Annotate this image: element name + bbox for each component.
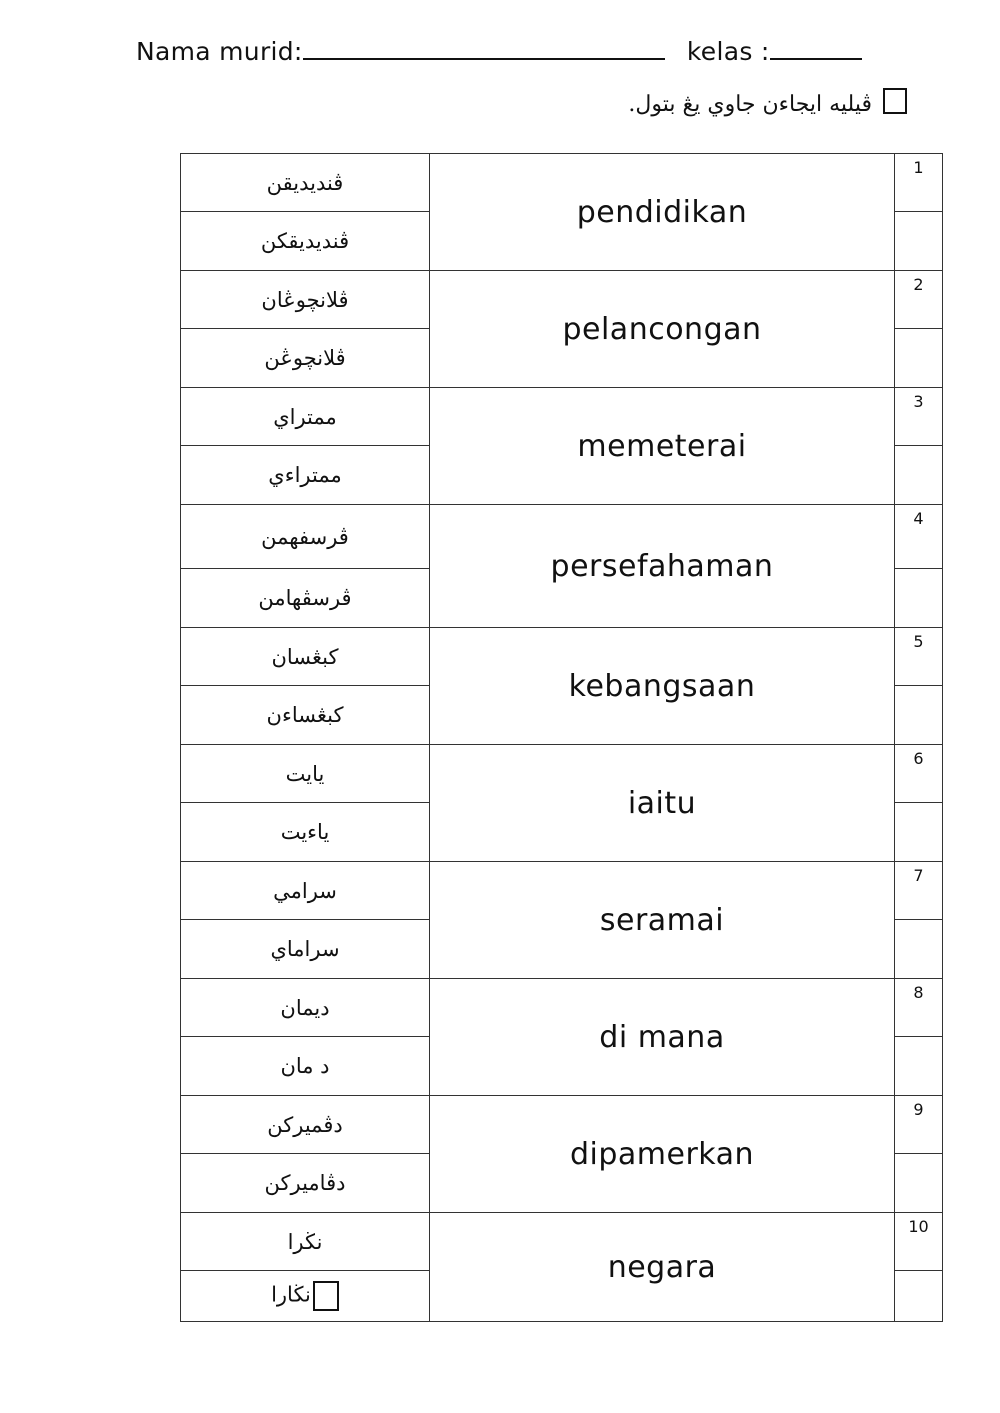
question-number-cell [895,1213,943,1271]
rumi-word-cell [430,628,895,745]
question-number: 5 [913,632,924,651]
rumi-word: pendidikan [576,194,748,230]
option-a-cell[interactable] [181,271,430,329]
option-b-cell[interactable] [181,1271,430,1322]
option-b-text: ياءيت [280,820,330,844]
option-b-text: سراماي [270,937,340,961]
rumi-word: pelancongan [562,311,762,347]
rumi-word: dipamerkan [569,1136,755,1172]
option-a-text: دڤميركن [267,1112,343,1137]
rumi-word-cell [430,1096,895,1213]
option-a-cell[interactable] [181,1213,430,1271]
option-a-text: ممتراي [273,404,337,429]
option-b-cell[interactable] [181,569,430,628]
rumi-word: iaitu [627,785,697,821]
rumi-word-cell [430,1213,895,1322]
option-b-cell[interactable] [181,920,430,979]
question-number: 9 [913,1100,924,1119]
question-row-top [181,628,943,686]
option-a-cell[interactable] [181,505,430,569]
answer-cell[interactable] [895,569,943,628]
option-a-text: يايت [285,761,325,786]
question-row-top [181,271,943,329]
question-number: 4 [913,509,924,528]
option-a-text: سرامي [273,878,337,903]
option-a-cell[interactable] [181,1096,430,1154]
rumi-word: seramai [599,902,725,938]
rumi-word: di mana [599,1019,725,1055]
answer-cell[interactable] [895,686,943,745]
option-a-cell[interactable] [181,979,430,1037]
question-number: 3 [913,392,924,411]
question-number: 10 [908,1217,929,1236]
student-info-header [136,36,862,66]
question-number-cell [895,745,943,803]
answer-cell[interactable] [895,446,943,505]
option-a-text: ڤلانچوڠان [261,287,349,312]
spelling-table [180,153,943,1322]
rumi-word: memeterai [577,428,747,464]
rumi-word: persefahaman [550,548,774,584]
question-number-cell [895,154,943,212]
option-b-text: ڤلانچوڠن [264,346,346,370]
name-label: Nama murid: [136,37,303,66]
option-b-cell[interactable] [181,1037,430,1096]
question-row-top [181,1096,943,1154]
question-row-top [181,979,943,1037]
option-a-cell[interactable] [181,745,430,803]
question-row-top [181,154,943,212]
question-number-cell [895,505,943,569]
question-number-cell [895,388,943,446]
answer-cell[interactable] [895,920,943,979]
question-number-cell [895,1096,943,1154]
rumi-word-cell [430,862,895,979]
question-number-cell [895,271,943,329]
option-a-text: كبڠسان [271,644,339,669]
answer-cell[interactable] [895,1037,943,1096]
option-b-cell[interactable] [181,329,430,388]
answer-cell[interactable] [895,1271,943,1322]
question-number-cell [895,862,943,920]
answer-cell[interactable] [895,212,943,271]
option-b-cell[interactable] [181,1154,430,1213]
class-label: kelas : [686,37,770,66]
question-row-top [181,505,943,569]
option-b-text: ڤنديديقكن [260,229,350,253]
option-a-cell[interactable] [181,862,430,920]
option-b-text: د مان [280,1054,330,1078]
question-number: 1 [913,158,924,177]
rumi-word: negara [607,1249,717,1285]
instruction-checkbox [883,88,907,114]
question-number: 8 [913,983,924,1002]
option-b-text: نڬارا [271,1282,311,1307]
question-number-cell [895,979,943,1037]
question-number: 7 [913,866,924,885]
question-row-top [181,388,943,446]
option-b-text: دڤاميركن [264,1171,346,1195]
option-a-text: نڬرا [287,1229,323,1254]
rumi-word: kebangsaan [568,668,756,704]
question-row-top [181,862,943,920]
question-number: 6 [913,749,924,768]
option-a-cell[interactable] [181,388,430,446]
option-a-cell[interactable] [181,628,430,686]
option-b-text: كبڠساءن [266,703,344,727]
rumi-word-cell [430,271,895,388]
name-blank-line[interactable] [303,36,665,60]
class-blank-line[interactable] [770,36,862,60]
rumi-word-cell [430,154,895,271]
option-b-text: ڤرسڤهامن [258,586,352,610]
option-a-text: ديمان [280,995,330,1020]
option-a-text: ڤنديديقن [266,170,344,195]
option-b-cell[interactable] [181,446,430,505]
rumi-word-cell [430,388,895,505]
rumi-word-cell [430,745,895,862]
answer-checkbox [313,1281,339,1311]
option-b-cell[interactable] [181,212,430,271]
question-row-top [181,1213,943,1271]
answer-cell[interactable] [895,803,943,862]
option-b-text: ممتراءي [268,463,342,487]
answer-cell[interactable] [895,1154,943,1213]
rumi-word-cell [430,979,895,1096]
option-a-text: ڤرسفهمن [261,524,349,549]
question-number: 2 [913,275,924,294]
question-number-cell [895,628,943,686]
option-b-cell[interactable] [181,803,430,862]
option-a-cell[interactable] [181,154,430,212]
question-row-top [181,745,943,803]
rumi-word-cell [430,505,895,628]
instruction-text: ڤيليه ايجاءن جاوي يڠ بتول. [628,92,872,117]
answer-cell[interactable] [895,329,943,388]
option-b-cell[interactable] [181,686,430,745]
